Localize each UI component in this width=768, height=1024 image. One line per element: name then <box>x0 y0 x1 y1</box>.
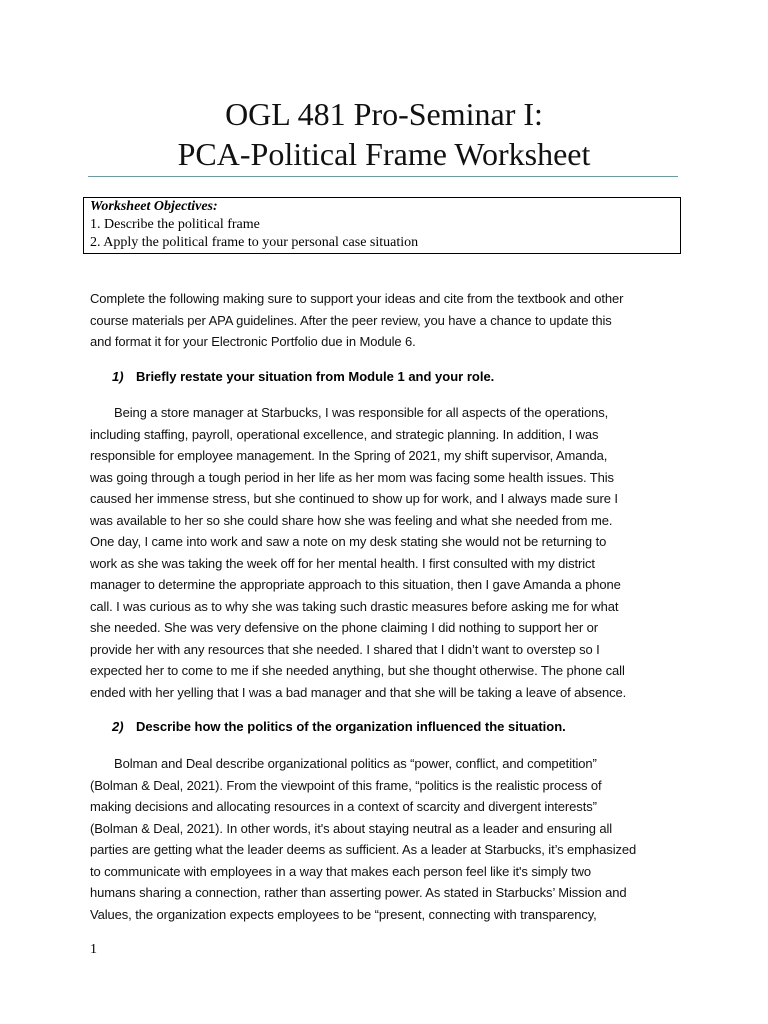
document-title-line-2: PCA-Political Frame Worksheet <box>177 136 591 172</box>
text-line: Complete the following making sure to support your ideas and cite from the textbook and other <box>90 291 624 306</box>
text-line: call. I was curious as to why she was taking such drastic measures before asking me for what <box>90 598 619 614</box>
text-line: provide her with any resources that she needed. I shared that I didn’t want to overstep so I <box>90 641 600 657</box>
text-line: One day, I came into work and saw a note on my desk stating she would not be returning to <box>90 534 607 549</box>
question-number: 1) <box>112 369 124 384</box>
text-line: was available to her so she could share how she was feeling and what she needed from me. <box>90 512 613 528</box>
question-text: Describe how the politics of the organization influenced the situation. <box>136 719 566 734</box>
text-line: responsible for employee management. In the Spring of 2021, my shift supervisor, Amanda, <box>90 448 608 463</box>
text-line: course materials per APA guidelines. After the peer review, you have a chance to update this <box>90 312 612 328</box>
intro-paragraph <box>90 288 690 353</box>
objective-item: 2. Apply the political frame to your personal case situation <box>90 235 419 250</box>
answer-2 <box>90 753 690 925</box>
text-line: caused her immense stress, but she continued to show up for work, and I always made sure I <box>90 491 618 506</box>
text-line: parties are getting what the leader deems as sufficient. As a leader at Starbucks, it’s emphasized <box>90 842 637 857</box>
page-number: 1 <box>90 942 97 957</box>
text-line: making decisions and allocating resources in a context of scarcity and divergent interests” <box>90 799 597 814</box>
text-line: humans sharing a connection, rather than asserting power. As stated in Starbucks’ Mission and <box>90 885 627 900</box>
text-line: Bolman and Deal describe organizational politics as “power, conflict, and competition” <box>114 756 597 771</box>
objectives-heading: Worksheet Objectives: <box>90 199 218 214</box>
text-line: including staffing, payroll, operational excellence, and strategic planning. In addition, I was <box>90 426 599 442</box>
question-1 <box>112 367 494 387</box>
text-line: to communicate with employees in a way that makes each person feel like it's simply two <box>90 863 592 879</box>
text-line: Being a store manager at Starbucks, I was responsible for all aspects of the operations, <box>114 405 609 420</box>
question-number: 2) <box>112 719 124 734</box>
text-line: ended with her yelling that I was a bad manager and that she will be taking a leave of absence. <box>90 684 627 700</box>
text-line: was going through a tough period in her life as her mom was facing some health issues. This <box>90 469 614 485</box>
text-line: (Bolman & Deal, 2021). From the viewpoint of this frame, “politics is the realistic process of <box>90 777 602 793</box>
text-line: and format it for your Electronic Portfolio due in Module 6. <box>90 334 416 349</box>
text-line: Values, the organization expects employees to be “present, connecting with transparency, <box>90 906 597 922</box>
title-divider <box>88 176 678 177</box>
objectives-box <box>83 197 681 254</box>
question-text: Briefly restate your situation from Module 1 and your role. <box>136 369 495 384</box>
text-line: work as she was taking the week off for her mental health. I first consulted with my district <box>90 555 595 571</box>
text-line: (Bolman & Deal, 2021). In other words, it's about staying neutral as a leader and ensuring all <box>90 820 613 836</box>
objective-item: 1. Describe the political frame <box>90 217 260 232</box>
document-title-line-1: OGL 481 Pro-Seminar I: <box>225 96 543 132</box>
text-line: she needed. She was very defensive on the phone claiming I did nothing to support her or <box>90 620 598 635</box>
question-2 <box>112 717 566 737</box>
answer-1 <box>90 402 690 703</box>
text-line: expected her to come to me if she needed anything, but she thought otherwise. The phone call <box>90 663 625 678</box>
text-line: manager to determine the appropriate approach to this situation, then I gave Amanda a phone <box>90 577 621 592</box>
